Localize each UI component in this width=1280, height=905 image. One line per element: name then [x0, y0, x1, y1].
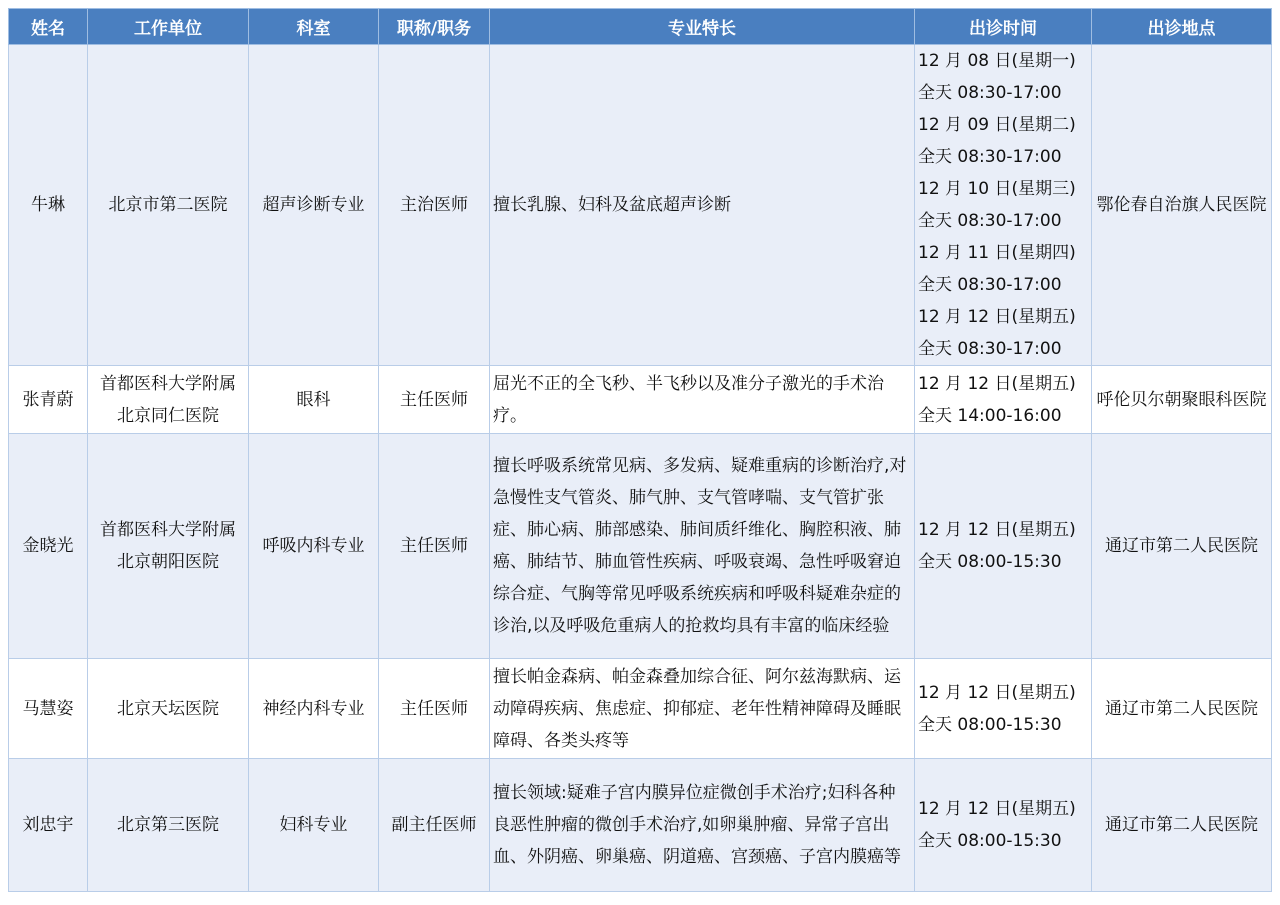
time-line: 12 月 09 日(星期二)	[918, 115, 1076, 135]
time-line: 全天 08:00-15:30	[918, 714, 1062, 735]
time-line: 12 月 12 日(星期五)	[918, 799, 1076, 819]
hospital	[88, 759, 249, 892]
hospital-line: 首都医科大学附属	[100, 373, 236, 394]
clinic-location	[1092, 366, 1272, 434]
doctor-name: 刘忠宇	[9, 759, 88, 892]
time-line: 全天 08:30-17:00	[918, 147, 1062, 167]
location-text: 通辽市第二人民医院	[1105, 536, 1258, 556]
hospital-line: 北京朝阳医院	[117, 552, 219, 572]
header-dept: 科室	[249, 9, 379, 45]
specialty: 擅长领域:疑难子宫内膜异位症微创手术治疗;妇科各种良恶性肿瘤的微创手术治疗,如卵巢肿瘤、异常子宫出血、外阴癌、卵巢癌、阴道癌、宫颈癌、子宫内膜癌等	[490, 759, 915, 892]
hospital-line: 北京同仁医院	[117, 405, 219, 426]
header-name: 姓名	[9, 9, 88, 45]
doctor-schedule-table	[8, 8, 1272, 892]
department: 呼吸内科专业	[249, 434, 379, 659]
clinic-location	[1092, 434, 1272, 659]
hospital	[88, 366, 249, 434]
clinic-location	[1092, 659, 1272, 759]
time-line: 12 月 12 日(星期五)	[918, 373, 1076, 394]
time-line: 12 月 12 日(星期五)	[918, 520, 1076, 540]
department: 超声诊断专业	[249, 45, 379, 366]
table-row	[9, 366, 1272, 434]
time-line: 全天 08:30-17:00	[918, 83, 1062, 103]
specialty: 擅长乳腺、妇科及盆底超声诊断	[490, 45, 915, 366]
job-title: 主任医师	[379, 659, 490, 759]
location-text: 通辽市第二人民医院	[1105, 815, 1258, 835]
location-text: 呼伦贝尔朝聚眼科医院	[1096, 389, 1267, 410]
time-line: 全天 14:00-16:00	[918, 405, 1062, 426]
specialty: 擅长帕金森病、帕金森叠加综合征、阿尔兹海默病、运动障碍疾病、焦虑症、抑郁症、老年性精神障碍及睡眠障碍、各类头疼等	[490, 659, 915, 759]
clinic-location	[1092, 759, 1272, 892]
schedule-table-wrapper	[8, 8, 1272, 892]
hospital-line: 北京第三医院	[117, 815, 219, 835]
time-line: 12 月 12 日(星期五)	[918, 307, 1076, 327]
doctor-name: 金晓光	[9, 434, 88, 659]
clinic-time	[915, 759, 1092, 892]
time-line: 全天 08:30-17:00	[918, 275, 1062, 295]
time-line: 12 月 10 日(星期三)	[918, 179, 1076, 199]
hospital	[88, 659, 249, 759]
time-line: 12 月 08 日(星期一)	[918, 51, 1076, 71]
header-hospital: 工作单位	[88, 9, 249, 45]
job-title: 副主任医师	[379, 759, 490, 892]
header-row	[9, 9, 1272, 45]
time-line: 全天 08:30-17:00	[918, 211, 1062, 231]
doctor-name: 牛琳	[9, 45, 88, 366]
doctor-name: 马慧姿	[9, 659, 88, 759]
location-text: 鄂伦春自治旗人民医院	[1096, 195, 1267, 215]
table-row	[9, 434, 1272, 659]
clinic-time	[915, 434, 1092, 659]
clinic-time	[915, 659, 1092, 759]
department: 神经内科专业	[249, 659, 379, 759]
table-row	[9, 45, 1272, 366]
job-title: 主任医师	[379, 434, 490, 659]
time-line: 12 月 11 日(星期四)	[918, 243, 1076, 263]
hospital-line: 北京天坛医院	[117, 698, 219, 719]
header-specialty: 专业特长	[490, 9, 915, 45]
clinic-location	[1092, 45, 1272, 366]
time-line: 12 月 12 日(星期五)	[918, 682, 1076, 703]
job-title: 主治医师	[379, 45, 490, 366]
header-title: 职称/职务	[379, 9, 490, 45]
table-row	[9, 659, 1272, 759]
job-title: 主任医师	[379, 366, 490, 434]
table-row	[9, 759, 1272, 892]
time-line: 全天 08:30-17:00	[918, 339, 1062, 359]
hospital	[88, 45, 249, 366]
specialty: 擅长呼吸系统常见病、多发病、疑难重病的诊断治疗,对急慢性支气管炎、肺气肿、支气管哮喘、支气管扩张症、肺心病、肺部感染、肺间质纤维化、胸腔积液、肺癌、肺结节、肺血管性疾病、呼吸衰竭、急性呼吸窘迫综合症、气胸等常见呼吸系统疾病和呼吸科疑难杂症的诊治,以及呼吸危重病人的抢救均具有丰富的临床经验	[490, 434, 915, 659]
hospital	[88, 434, 249, 659]
specialty: 屈光不正的全飞秒、半飞秒以及准分子激光的手术治疗。	[490, 366, 915, 434]
department: 妇科专业	[249, 759, 379, 892]
doctor-name: 张青蔚	[9, 366, 88, 434]
hospital-line: 首都医科大学附属	[100, 520, 236, 540]
header-time: 出诊时间	[915, 9, 1092, 45]
location-text: 通辽市第二人民医院	[1105, 698, 1258, 719]
time-line: 全天 08:00-15:30	[918, 552, 1062, 572]
time-line: 全天 08:00-15:30	[918, 831, 1062, 851]
department: 眼科	[249, 366, 379, 434]
clinic-time	[915, 366, 1092, 434]
clinic-time	[915, 45, 1092, 366]
hospital-line: 北京市第二医院	[108, 195, 228, 215]
header-location: 出诊地点	[1092, 9, 1272, 45]
